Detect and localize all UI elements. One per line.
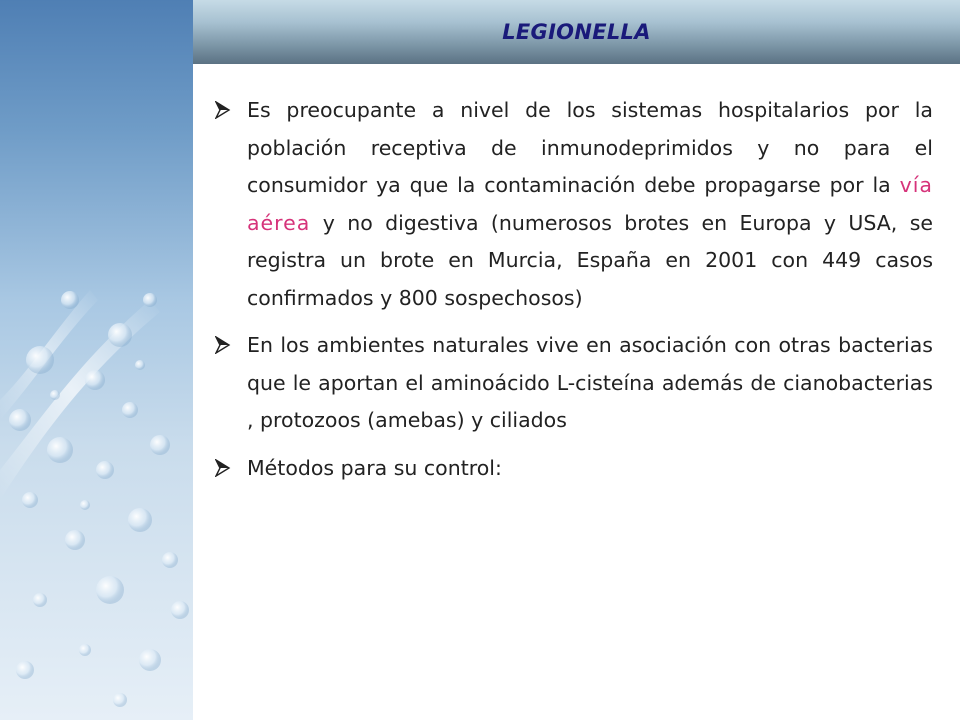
arrow-bullet-icon [215,336,231,354]
title-bar [193,0,960,64]
bullet-text: Métodos para su control: [247,455,502,480]
bullet-item [215,450,933,488]
arrow-bullet-icon [215,459,231,477]
bullet-text-part: y no digestiva (numerosos brotes en Europa y USA, se registra un brote en Murcia, España en 2001 con 449 casos confirmados y 800 sospechosos) [247,210,933,310]
arrow-bullet-icon [215,101,231,119]
bullet-text-part: Es preocupante a nivel de los sistemas hospitalarios por la población receptiva de inmunodeprimidos y no para el consumidor ya que la contaminación debe propagarse por la [247,98,933,197]
decorative-water-splash-panel [0,0,193,720]
bullet-item [215,92,933,317]
water-splash-image [0,0,193,720]
bullet-item [215,327,933,440]
bullet-text: En los ambientes naturales vive en asociación con otras bacterias que le aportan el aminoácido L-cisteína además de cianobacterias , protozoos (amebas) y ciliados [247,333,933,432]
highlighted-term: vía aérea [247,173,933,235]
bullet-list [215,92,933,497]
slide-title: LEGIONELLA [502,20,651,44]
